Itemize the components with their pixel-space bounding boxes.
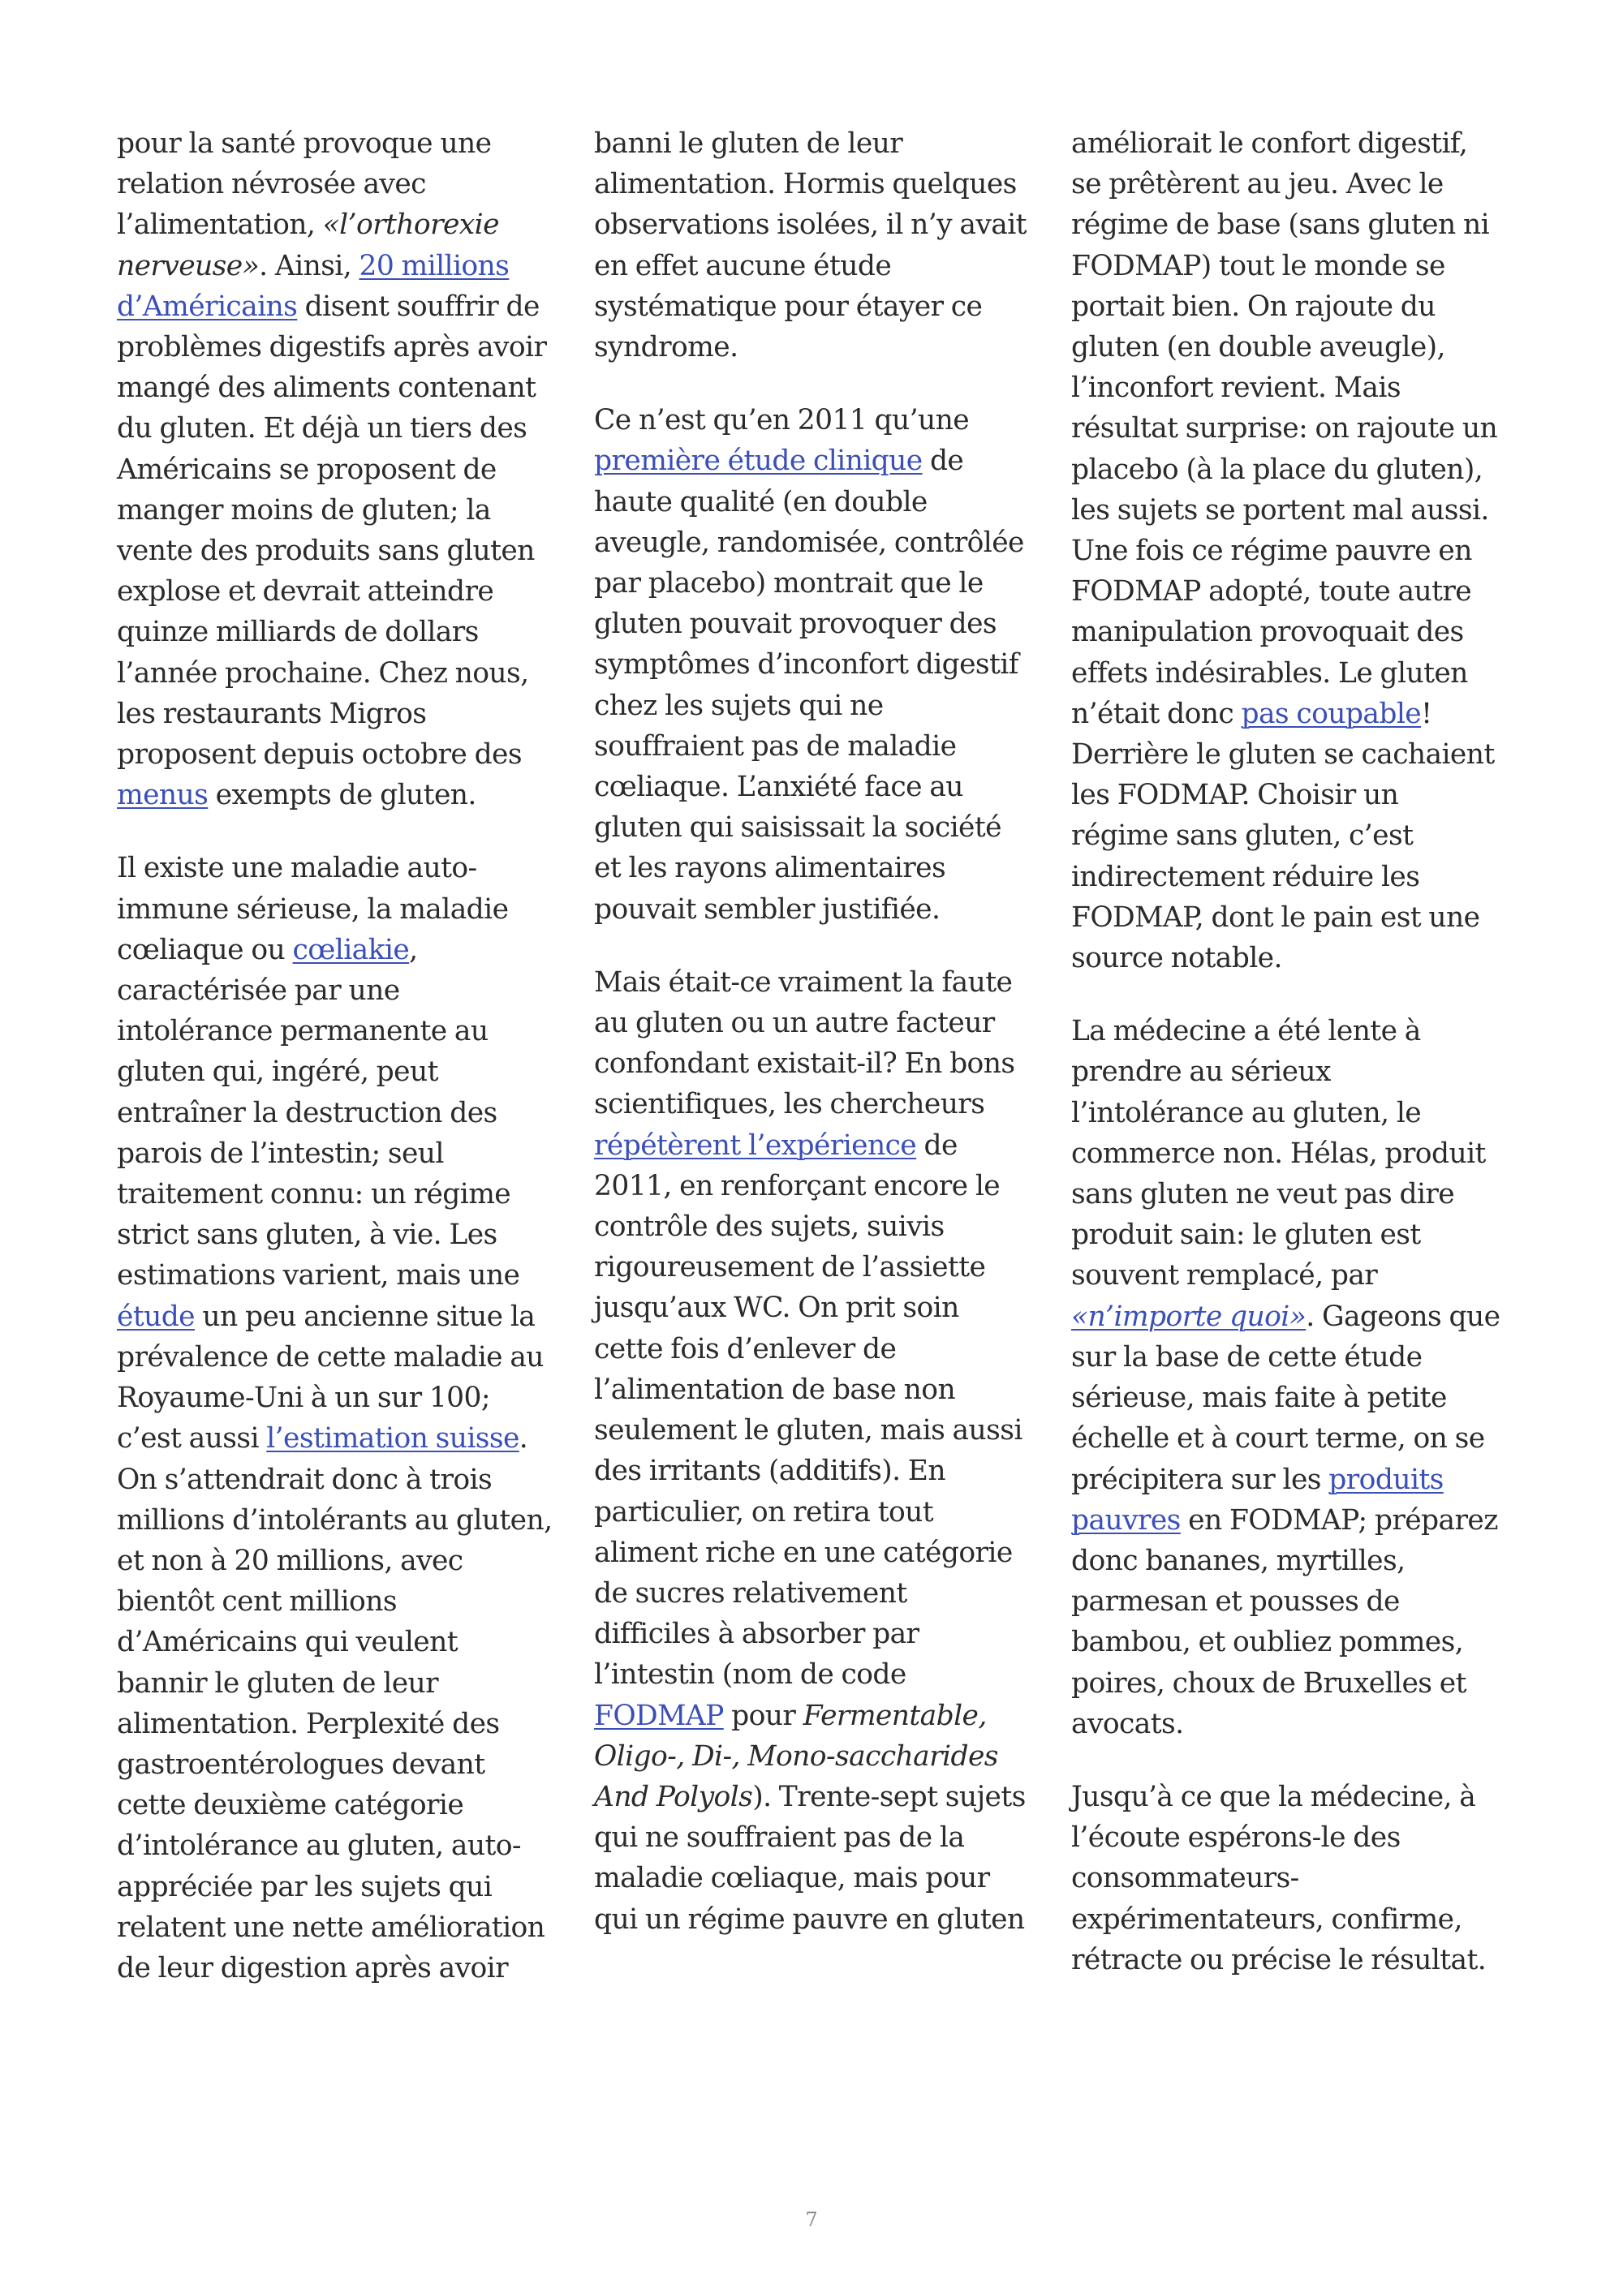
text-segment: On s’attendrait donc à trois — [117, 1463, 493, 1496]
text-line — [594, 1654, 1048, 1695]
text-segment: difficiles à absorber par — [594, 1618, 919, 1651]
text-segment: . Gageons que — [1306, 1300, 1500, 1333]
text-line — [117, 1785, 571, 1825]
paragraph — [117, 123, 571, 815]
text-segment: gluten pouvait provoquer des — [594, 608, 997, 641]
text-line — [1071, 123, 1526, 164]
text-segment: maladie cœliaque, mais pour — [594, 1862, 990, 1895]
text-segment: intolérance permanente au — [117, 1015, 489, 1048]
text-segment: souvent remplacé, par — [1071, 1259, 1378, 1292]
text-line — [594, 644, 1048, 685]
text-segment: cette fois d’enlever de — [594, 1332, 897, 1365]
text-line — [594, 1329, 1048, 1369]
text-line — [1071, 653, 1526, 694]
text-segment: gluten qui saisissait la société — [594, 811, 1001, 845]
text-line — [117, 889, 571, 930]
text-segment: et les rayons alimentaires — [594, 852, 946, 885]
inline-link[interactable]: pas coupable — [1241, 697, 1422, 730]
text-line — [1071, 1858, 1526, 1898]
text-segment: vente des produits sans gluten — [117, 535, 535, 568]
text-line — [594, 1247, 1048, 1288]
text-line — [594, 1858, 1048, 1898]
text-segment: n’était donc — [1071, 697, 1242, 730]
text-line — [1071, 1296, 1526, 1337]
text-line — [1071, 449, 1526, 490]
text-segment: pour — [723, 1699, 803, 1732]
inline-link[interactable]: cœliakie — [292, 933, 410, 966]
text-line — [117, 1296, 571, 1337]
text-segment: disent souffrir de — [297, 290, 540, 323]
text-line — [1071, 815, 1526, 856]
text-segment: Une fois ce régime pauvre en — [1071, 535, 1472, 568]
text-line — [1071, 1899, 1526, 1940]
text-segment: Mais était-ce vraiment la faute — [594, 965, 1013, 999]
text-segment: ). Trente-sept sujets — [752, 1780, 1026, 1813]
text-line — [594, 1125, 1048, 1166]
text-segment: traitement connu: un régime — [117, 1178, 511, 1211]
text-segment: parois de l’intestin; seul — [117, 1137, 444, 1170]
text-segment: proposent depuis octobre des — [117, 738, 522, 772]
text-line — [1071, 246, 1526, 286]
text-line — [117, 286, 571, 327]
text-line — [1071, 938, 1526, 978]
text-line — [1071, 286, 1526, 327]
text-line — [117, 1622, 571, 1662]
text-line — [594, 522, 1048, 563]
text-line — [117, 1744, 571, 1785]
text-line — [1071, 408, 1526, 449]
text-line — [117, 1011, 571, 1051]
text-segment: portait bien. On rajoute du — [1071, 290, 1436, 323]
text-segment: cette deuxième catégorie — [117, 1789, 464, 1822]
text-segment: sans gluten ne veut pas dire — [1071, 1178, 1455, 1211]
text-line — [117, 490, 571, 531]
inline-link[interactable]: d’Américains — [117, 290, 298, 323]
text-line — [1071, 734, 1526, 775]
inline-link[interactable]: étude — [117, 1300, 196, 1333]
text-line — [594, 1817, 1048, 1858]
text-line — [117, 1581, 571, 1622]
text-line — [594, 889, 1048, 930]
text-line — [1071, 1541, 1526, 1581]
text-segment: au gluten ou un autre facteur — [594, 1007, 995, 1040]
text-line — [117, 848, 571, 888]
text-segment: du gluten. Et déjà un tiers des — [117, 412, 527, 445]
text-segment: un peu ancienne situe la — [195, 1300, 536, 1333]
text-line — [594, 1777, 1048, 1817]
text-segment: régime de base (sans gluten ni — [1071, 209, 1490, 242]
text-line — [594, 286, 1048, 327]
text-line — [594, 1533, 1048, 1573]
text-line — [117, 1541, 571, 1581]
text-line — [117, 1460, 571, 1500]
text-segment: exempts de gluten. — [208, 779, 476, 812]
text-segment: ! — [1421, 697, 1432, 730]
text-segment: en effet aucune étude — [594, 249, 892, 282]
text-line — [594, 400, 1048, 441]
text-line — [594, 726, 1048, 767]
text-segment: prévalence de cette maladie au — [117, 1340, 544, 1374]
emphasized-text: Fermentable, — [803, 1699, 987, 1732]
text-line — [594, 1084, 1048, 1124]
text-segment: gluten (en double aveugle), — [1071, 331, 1445, 364]
paragraph — [117, 848, 571, 1989]
text-line — [594, 563, 1048, 604]
text-line — [1071, 1622, 1526, 1662]
text-line — [1071, 1500, 1526, 1541]
text-segment: syndrome. — [594, 331, 738, 364]
text-segment: se prêtèrent au jeu. Avec le — [1071, 168, 1444, 201]
text-segment: avocats. — [1071, 1707, 1184, 1740]
text-segment: gastroentérologues devant — [117, 1748, 485, 1781]
text-segment: contrôle des sujets, suivis — [594, 1210, 945, 1244]
inline-link[interactable]: répétèrent l’expérience — [594, 1129, 917, 1162]
text-line — [1071, 857, 1526, 897]
text-line — [594, 1696, 1048, 1736]
text-line — [1071, 204, 1526, 245]
text-line — [117, 734, 571, 775]
inline-link[interactable]: menus — [117, 779, 209, 812]
text-segment: échelle et à court terme, on se — [1071, 1422, 1485, 1455]
text-segment: aliment riche en une catégorie — [594, 1536, 1013, 1569]
text-segment: l’inconfort revient. Mais — [1071, 372, 1401, 405]
text-line — [1071, 1817, 1526, 1858]
text-line — [117, 449, 571, 490]
text-segment: FODMAP, dont le pain est une — [1071, 901, 1480, 934]
text-segment: confondant existait-il? En bons — [594, 1047, 1015, 1081]
text-segment: bannir le gluten de leur — [117, 1666, 439, 1700]
text-segment: alimentation. Hormis quelques — [594, 168, 1017, 201]
inline-link[interactable]: pauvres — [1071, 1503, 1181, 1537]
text-segment: l’intolérance au gluten, le — [1071, 1096, 1422, 1129]
text-segment: relatent une nette amélioration — [117, 1911, 545, 1944]
text-line — [594, 164, 1048, 204]
text-line — [594, 1573, 1048, 1614]
text-segment: gluten qui, ingéré, peut — [117, 1056, 438, 1089]
text-line — [117, 408, 571, 449]
text-segment: scientifiques, les chercheurs — [594, 1088, 985, 1121]
text-line — [117, 571, 571, 612]
text-segment: Américains se proposent de — [117, 453, 497, 486]
text-line — [1071, 612, 1526, 652]
text-segment: chez les sujets qui ne — [594, 689, 884, 722]
text-segment: banni le gluten de leur — [594, 127, 903, 160]
text-segment: précipitera sur les — [1071, 1463, 1329, 1496]
text-line — [1071, 368, 1526, 408]
text-line — [594, 1492, 1048, 1533]
text-line — [117, 612, 571, 652]
text-line — [117, 1093, 571, 1133]
emphasized-text: «l’orthorexie — [322, 209, 499, 242]
emphasized-text: Oligo-, Di-, Mono-saccharides — [594, 1739, 998, 1773]
text-column-1 — [117, 123, 571, 2021]
text-segment: problèmes digestifs après avoir — [117, 331, 547, 364]
text-line — [594, 1288, 1048, 1328]
text-segment: rétracte ou précise le résultat. — [1071, 1943, 1487, 1976]
inline-link[interactable]: produits — [1328, 1463, 1444, 1496]
paragraph — [594, 962, 1048, 1940]
text-segment: de leur digestion après avoir — [117, 1951, 508, 1984]
text-line — [594, 327, 1048, 368]
text-segment: améliorait le confort digestif, — [1071, 127, 1468, 160]
text-line — [594, 1369, 1048, 1410]
text-line — [117, 368, 571, 408]
text-line — [1071, 1663, 1526, 1704]
text-line — [594, 1614, 1048, 1654]
inline-link[interactable]: 20 millions — [359, 249, 510, 282]
text-line — [594, 204, 1048, 245]
text-line — [117, 775, 571, 815]
text-line — [1071, 531, 1526, 571]
text-line — [1071, 1174, 1526, 1215]
text-segment: . Ainsi, — [259, 249, 359, 282]
text-segment: sur la base de cette étude — [1071, 1340, 1423, 1374]
text-segment: bientôt cent millions — [117, 1585, 397, 1619]
text-line — [117, 653, 571, 694]
text-segment: expérimentateurs, confirme, — [1071, 1903, 1462, 1936]
text-line — [1071, 1011, 1526, 1051]
text-segment: , — [409, 933, 418, 966]
inline-link[interactable]: l’estimation suisse — [266, 1422, 519, 1455]
text-line — [594, 1410, 1048, 1451]
inline-link[interactable]: FODMAP — [594, 1699, 724, 1732]
text-segment: FODMAP adopté, toute autre — [1071, 575, 1472, 608]
text-line — [594, 482, 1048, 522]
text-line — [1071, 897, 1526, 938]
text-segment: explose et devrait atteindre — [117, 575, 494, 608]
text-line — [594, 1899, 1048, 1940]
text-segment: en FODMAP; préparez — [1180, 1503, 1498, 1537]
text-line — [1071, 1581, 1526, 1622]
text-line — [117, 164, 571, 204]
text-line — [1071, 1777, 1526, 1817]
text-line — [117, 970, 571, 1011]
paragraph — [1071, 1011, 1526, 1744]
text-segment: quinze milliards de dollars — [117, 616, 479, 649]
text-line — [117, 1215, 571, 1255]
text-line — [1071, 1337, 1526, 1378]
text-segment: prendre au sérieux — [1071, 1056, 1331, 1089]
text-line — [1071, 1215, 1526, 1255]
inline-link[interactable]: «n’importe quoi» — [1071, 1300, 1307, 1333]
text-segment: résultat surprise: on rajoute un — [1071, 412, 1498, 445]
text-line — [117, 531, 571, 571]
text-segment: indirectement réduire les — [1071, 860, 1420, 893]
text-line — [117, 694, 571, 734]
text-segment: effets indésirables. Le gluten — [1071, 656, 1468, 690]
text-segment: millions d’intolérants au gluten, — [117, 1503, 553, 1537]
text-segment: de — [916, 1129, 958, 1162]
text-segment: relation névrosée avec — [117, 168, 426, 201]
text-segment: entraîner la destruction des — [117, 1096, 497, 1129]
text-segment: haute qualité (en double — [594, 485, 928, 518]
text-segment: Royaume-Uni à un sur 100; — [117, 1382, 490, 1415]
text-segment: consommateurs- — [1071, 1862, 1299, 1895]
inline-link[interactable]: première étude clinique — [594, 445, 923, 478]
emphasized-text: And Polyols — [594, 1780, 753, 1813]
text-segment: qui ne souffraient pas de la — [594, 1821, 965, 1855]
text-segment: Jusqu’à ce que la médecine, à — [1071, 1780, 1476, 1813]
text-segment: donc bananes, myrtilles, — [1071, 1544, 1406, 1577]
text-line — [1071, 1940, 1526, 1980]
paragraph — [594, 400, 1048, 930]
text-segment: d’Américains qui veulent — [117, 1626, 458, 1659]
text-segment: jusqu’aux WC. On prit soin — [594, 1292, 959, 1325]
text-segment: pour la santé provoque une — [117, 127, 492, 160]
text-line — [594, 962, 1048, 1003]
text-line — [117, 1907, 571, 1948]
text-line — [117, 1500, 571, 1541]
text-segment: Ce n’est qu’en 2011 qu’une — [594, 404, 970, 437]
text-segment: cœliaque ou — [117, 933, 293, 966]
text-line — [1071, 164, 1526, 204]
text-line — [117, 1051, 571, 1092]
text-segment: appréciée par les sujets qui — [117, 1870, 493, 1903]
text-line — [594, 246, 1048, 286]
text-segment: qui un régime pauvre en gluten — [594, 1903, 1025, 1936]
text-segment: l’alimentation de base non — [594, 1373, 956, 1406]
text-line — [594, 1166, 1048, 1206]
text-line — [117, 1337, 571, 1378]
text-segment: placebo (à la place du gluten), — [1071, 453, 1483, 486]
text-segment: l’alimentation, — [117, 209, 323, 242]
text-line — [117, 123, 571, 164]
text-segment: c’est aussi — [117, 1422, 267, 1455]
text-segment: manipulation provoquait des — [1071, 616, 1464, 649]
text-line — [594, 1043, 1048, 1084]
text-line — [1071, 1460, 1526, 1500]
text-segment: de — [922, 445, 964, 478]
text-line — [117, 1825, 571, 1866]
text-column-2 — [594, 123, 1048, 1972]
text-line — [117, 1418, 571, 1459]
text-line — [594, 1451, 1048, 1491]
text-line — [1071, 1704, 1526, 1744]
text-line — [1071, 1051, 1526, 1092]
text-line — [117, 246, 571, 286]
text-line — [117, 1867, 571, 1907]
text-line — [1071, 1418, 1526, 1459]
text-segment: Derrière le gluten se cachaient — [1071, 738, 1495, 772]
text-line — [117, 1133, 571, 1174]
text-line — [1071, 1093, 1526, 1133]
text-line — [117, 1948, 571, 1989]
text-segment: rigoureusement de l’assiette — [594, 1251, 986, 1284]
text-line — [117, 327, 571, 368]
text-line — [117, 204, 571, 245]
text-segment: systématique pour étayer ce — [594, 290, 983, 323]
text-line — [117, 1255, 571, 1296]
text-line — [594, 807, 1048, 848]
text-line — [1071, 327, 1526, 368]
text-line — [594, 123, 1048, 164]
text-segment: cœliaque. L’anxiété face au — [594, 771, 963, 804]
text-segment: La médecine a été lente à — [1071, 1015, 1421, 1048]
text-column-3 — [1071, 123, 1526, 2013]
paragraph — [594, 123, 1048, 368]
text-line — [117, 1704, 571, 1744]
text-line — [1071, 1378, 1526, 1418]
text-line — [117, 1378, 571, 1418]
text-segment: par placebo) montrait que le — [594, 567, 984, 600]
text-line — [1071, 1255, 1526, 1296]
text-segment: source notable. — [1071, 942, 1282, 975]
text-segment: aveugle, randomisée, contrôlée — [594, 526, 1024, 559]
text-segment: bambou, et oubliez pommes, — [1071, 1626, 1464, 1659]
text-segment: commerce non. Hélas, produit — [1071, 1137, 1486, 1170]
text-line — [594, 1736, 1048, 1777]
text-segment: estimations varient, mais une — [117, 1259, 520, 1292]
text-line — [594, 686, 1048, 726]
text-segment: alimentation. Perplexité des — [117, 1707, 500, 1740]
text-segment: pouvait sembler justifiée. — [594, 892, 941, 926]
text-line — [1071, 775, 1526, 815]
text-line — [594, 1206, 1048, 1247]
page-number: 7 — [805, 2208, 818, 2231]
text-segment: les FODMAP. Choisir un — [1071, 779, 1399, 812]
text-segment: parmesan et pousses de — [1071, 1585, 1400, 1619]
emphasized-text: nerveuse» — [117, 249, 260, 282]
text-segment: strict sans gluten, à vie. Les — [117, 1219, 497, 1252]
text-segment: . — [519, 1422, 528, 1455]
text-line — [594, 767, 1048, 807]
text-line — [117, 1663, 571, 1704]
text-segment: les sujets se portent mal aussi. — [1071, 493, 1489, 527]
text-line — [1071, 694, 1526, 734]
text-segment: des irritants (additifs). En — [594, 1455, 946, 1488]
text-line — [1071, 490, 1526, 531]
text-segment: l’année prochaine. Chez nous, — [117, 656, 529, 690]
text-line — [594, 1003, 1048, 1043]
text-segment: manger moins de gluten; la — [117, 493, 491, 527]
text-segment: observations isolées, il n’y avait — [594, 209, 1027, 242]
text-segment: seulement le gluten, mais aussi — [594, 1414, 1022, 1447]
text-segment: l’intestin (nom de code — [594, 1658, 906, 1692]
text-segment: produit sain: le gluten est — [1071, 1219, 1421, 1252]
text-line — [594, 848, 1048, 888]
text-segment: 2011, en renforçant encore le — [594, 1169, 1001, 1202]
text-segment: particulier, on retira tout — [594, 1495, 934, 1529]
text-segment: l’écoute espérons-le des — [1071, 1821, 1401, 1855]
text-segment: Il existe une maladie auto- — [117, 852, 477, 885]
paragraph — [1071, 123, 1526, 978]
text-segment: FODMAP) tout le monde se — [1071, 249, 1445, 282]
text-segment: symptômes d’inconfort digestif — [594, 648, 1018, 681]
text-segment: poires, choux de Bruxelles et — [1071, 1666, 1466, 1700]
text-segment: caractérisée par une — [117, 974, 400, 1008]
text-line — [1071, 571, 1526, 612]
text-line — [594, 441, 1048, 481]
paragraph — [1071, 1777, 1526, 1980]
text-line — [117, 1174, 571, 1215]
text-segment: les restaurants Migros — [117, 697, 427, 730]
text-segment: souffraient pas de maladie — [594, 729, 957, 763]
text-segment: immune sérieuse, la maladie — [117, 892, 509, 926]
text-segment: régime sans gluten, c’est — [1071, 819, 1414, 853]
text-segment: sérieuse, mais faite à petite — [1071, 1382, 1447, 1415]
text-line — [594, 604, 1048, 644]
text-segment: d’intolérance au gluten, auto- — [117, 1829, 521, 1863]
text-segment: mangé des aliments contenant — [117, 372, 536, 405]
text-line — [1071, 1133, 1526, 1174]
text-segment: et non à 20 millions, avec — [117, 1544, 463, 1577]
text-line — [117, 930, 571, 970]
text-segment: de sucres relativement — [594, 1576, 907, 1610]
